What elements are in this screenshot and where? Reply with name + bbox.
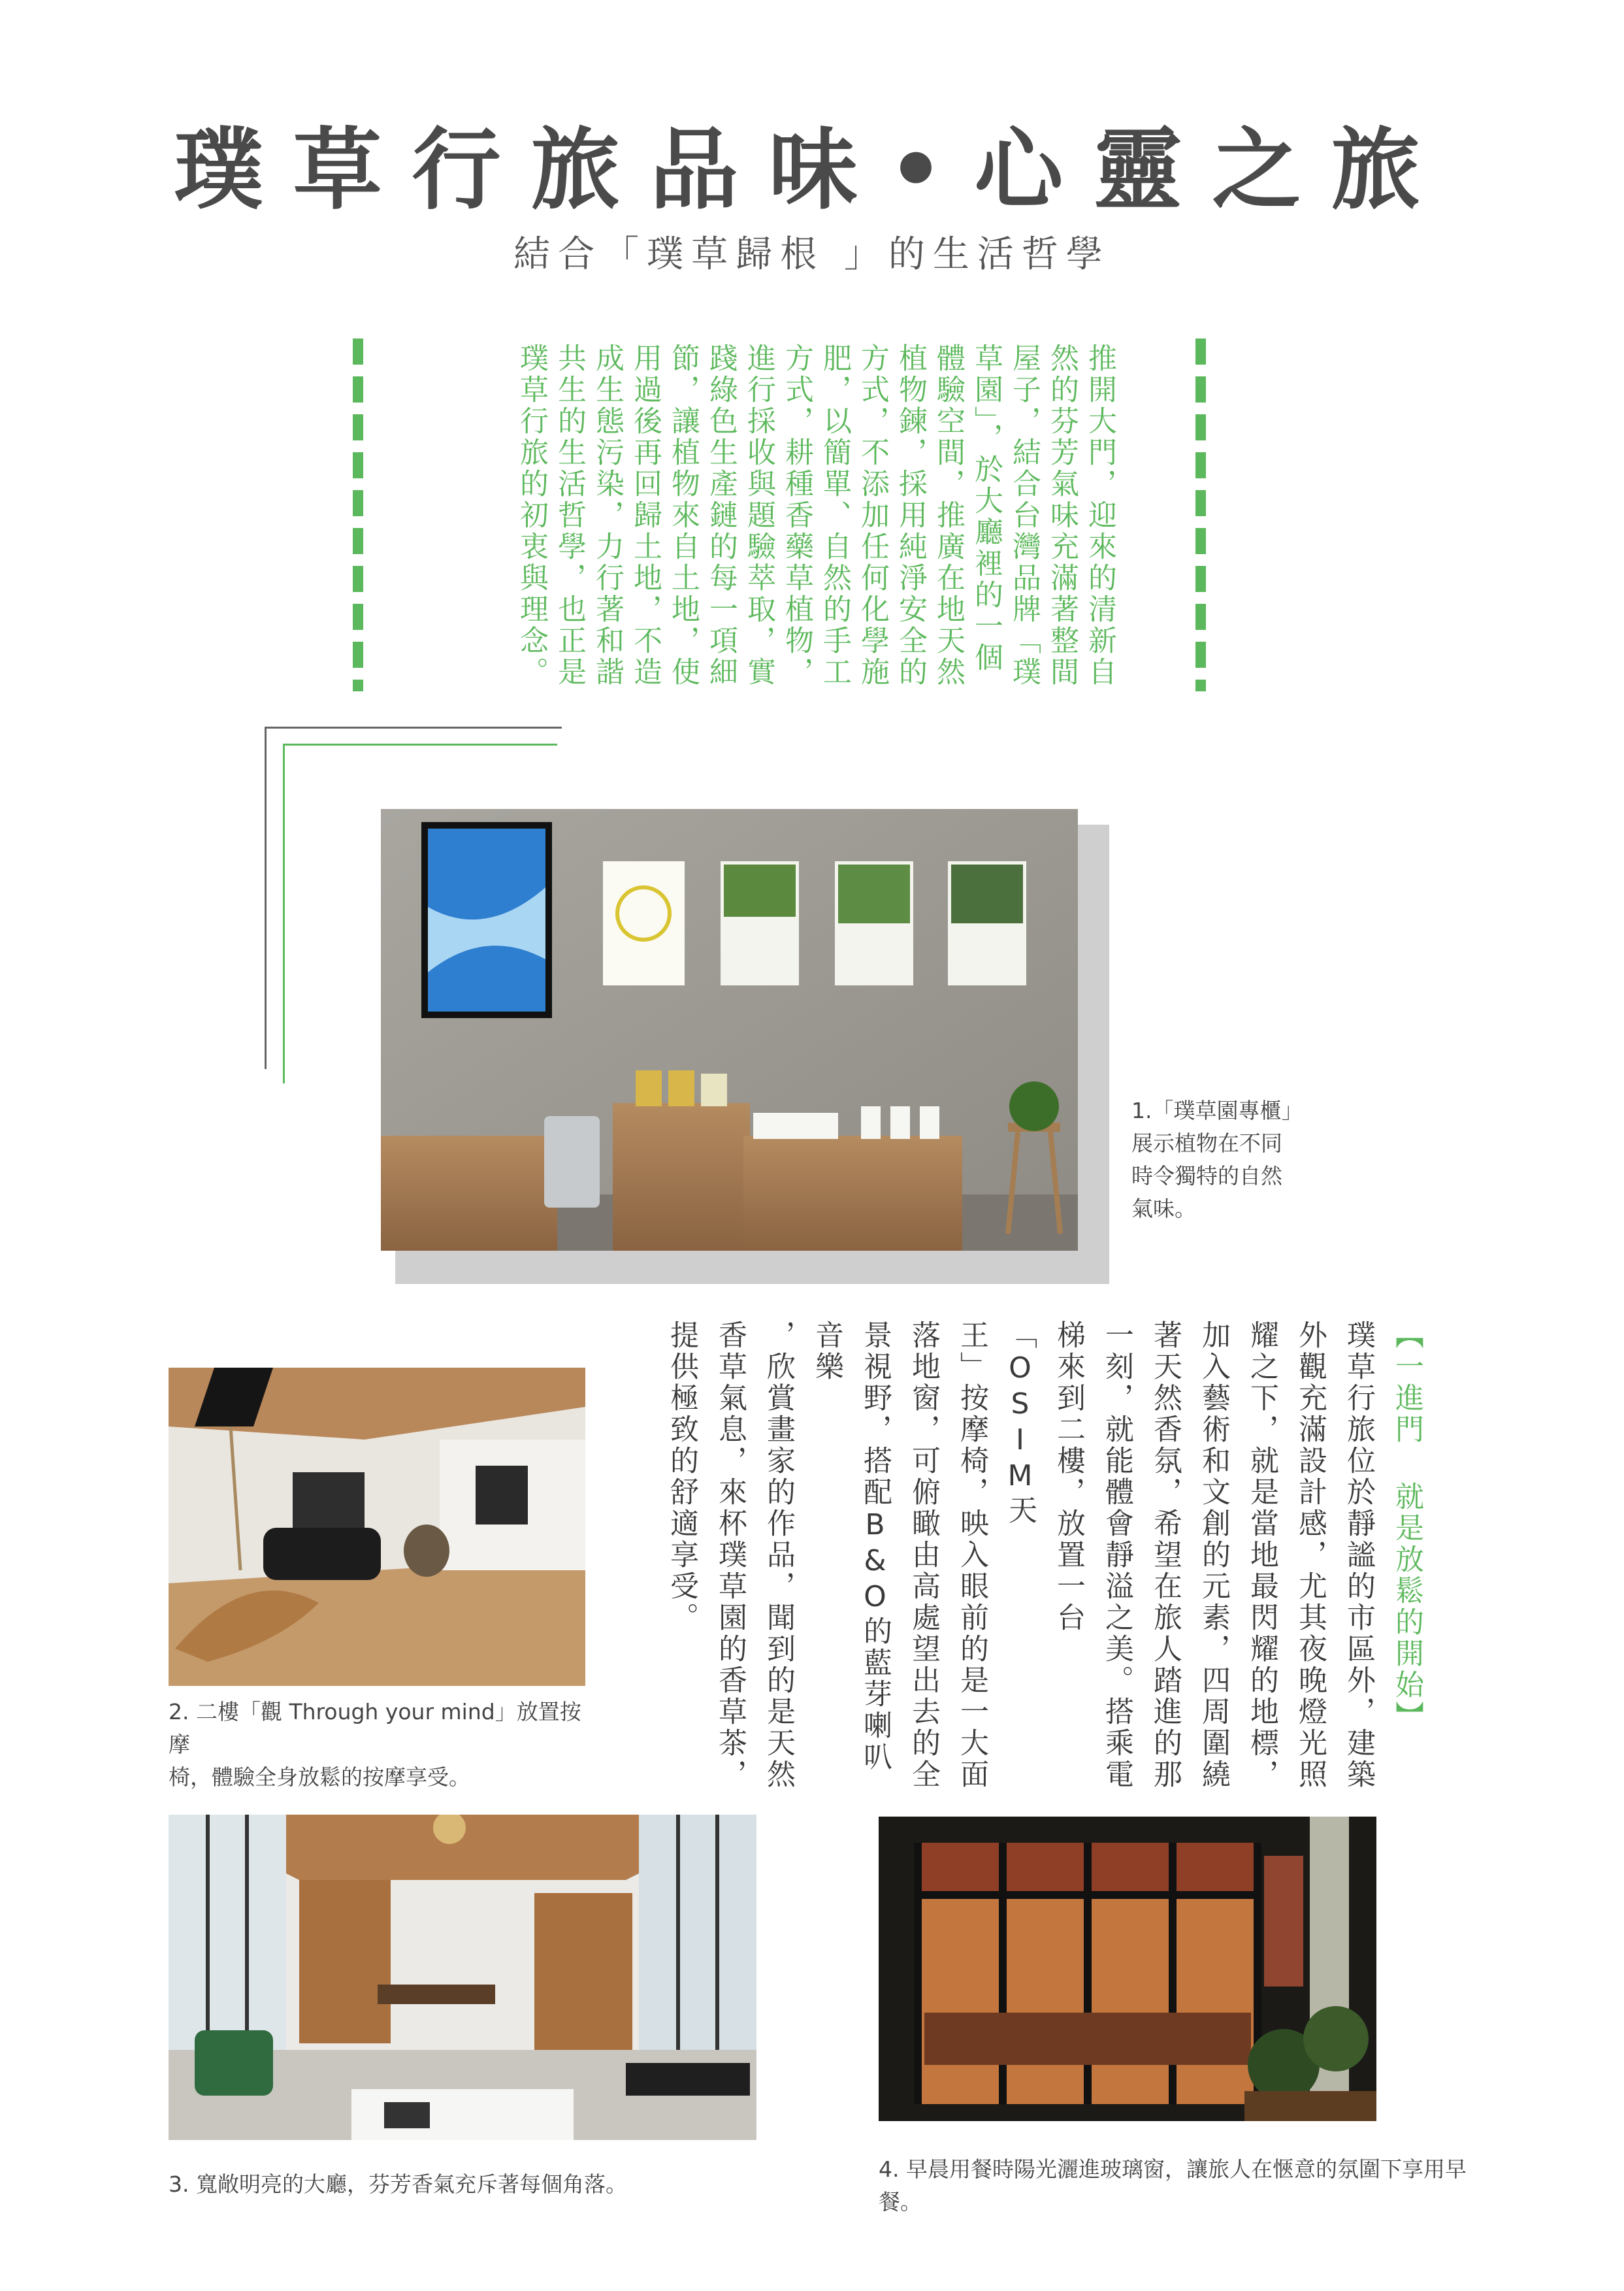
- page-title: 璞草行旅品味•心靈之旅: [174, 119, 1450, 222]
- intro-line: 方式，不添加任何化學施: [856, 343, 889, 688]
- intro-line: 用過後再回歸土地，不造: [628, 343, 662, 688]
- photo-puchao-counter: [381, 809, 1078, 1251]
- section2-line: 提供極致的舒適享受。: [665, 1320, 698, 1634]
- section2-line: 香草氣息，來杯璞草園的香草茶，: [713, 1320, 747, 1790]
- section2-line: 外觀充滿設計感，尤其夜晚燈光照: [1293, 1320, 1327, 1790]
- section2-heading: 【一進門 就是放鬆的開始】: [1390, 1320, 1423, 1732]
- section2-line: 景視野，搭配B&O的藍芽喇叭音樂: [810, 1320, 892, 1773]
- section2-line: 一刻，就能體會靜溢之美。搭乘電: [1100, 1320, 1133, 1790]
- section2-line: 耀之下，就是當地最閃耀的地標，: [1245, 1320, 1278, 1790]
- intro-line: 草園」，於大廳裡的一個: [969, 343, 1003, 674]
- photo-massage-room: [169, 1368, 585, 1686]
- caption-3: 3. 寬敞明亮的大廳，芬芳香氣充斥著每個角落。: [169, 2171, 627, 2197]
- caption-4: 4. 早晨用餐時陽光灑進玻璃窗，讓旅人在愜意的氛圍下享用早餐。: [879, 2156, 1467, 2215]
- section2-line: 加入藝術和文創的元素，四周圍繞: [1197, 1320, 1230, 1790]
- deco-line-outer-h: [265, 727, 562, 729]
- section2-line: 著天然香氛，希望在旅人踏進的那: [1148, 1320, 1182, 1790]
- section2-line: ，欣賞畫家的作品，聞到的是天然: [762, 1320, 795, 1790]
- intro-line: 屋子，結合台灣品牌「璞: [1007, 343, 1041, 688]
- intro-line: 節，讓植物來自土地，使: [666, 343, 700, 688]
- left-dashed-bar: [353, 338, 363, 691]
- page-subtitle: 結合「璞草歸根 」的生活哲學: [513, 233, 1111, 276]
- section2-line: 落地窗，可俯瞰由高處望出去的全: [907, 1320, 940, 1790]
- intro-line: 成生態污染，力行著和諧: [591, 343, 624, 688]
- intro-line: 肥，以簡單、自然的手工: [818, 343, 851, 688]
- deco-line-inner-h: [283, 744, 557, 746]
- section2-paragraph: [665, 1320, 1431, 1790]
- right-dashed-bar: [1195, 338, 1206, 691]
- deco-line-inner-v: [283, 744, 285, 1083]
- intro-line: 進行採收與題驗萃取，實: [742, 343, 775, 688]
- photo-lobby: [169, 1815, 756, 2140]
- intro-line: 共生的生活哲學，也正是: [553, 343, 586, 688]
- intro-line: 然的芬芳氣味充滿著整間: [1045, 343, 1079, 688]
- intro-line: 璞草行旅的初衷與理念。: [515, 343, 548, 688]
- intro-line: 體驗空間，推廣在地天然: [932, 343, 965, 688]
- photo-night-dining: [879, 1817, 1376, 2121]
- caption-1: 1.「璞草園專櫃」 展示植物在不同 時令獨特的自然 氣味。: [1131, 1098, 1303, 1221]
- intro-line: 推開大門，迎來的清新自: [1083, 343, 1116, 688]
- section2-line: 王」按摩椅，映入眼前的是一大面: [955, 1320, 988, 1790]
- section2-line: 梯來到二樓，放置一台「OSIM天: [1003, 1320, 1085, 1634]
- section2-line: 璞草行旅位於靜謐的市區外，建築: [1342, 1320, 1375, 1790]
- deco-line-outer-v: [265, 727, 267, 1069]
- intro-line: 方式，耕種香藥草植物，: [780, 343, 813, 688]
- intro-line: 植物鍊，採用純淨安全的: [894, 343, 927, 688]
- caption-2: 2. 二樓「觀 Through your mind」放置按摩 椅，體驗全身放鬆的按摩享受。: [169, 1699, 581, 1790]
- intro-paragraph: [465, 343, 1118, 696]
- intro-line: 踐綠色生產鏈的每一項細: [704, 343, 738, 688]
